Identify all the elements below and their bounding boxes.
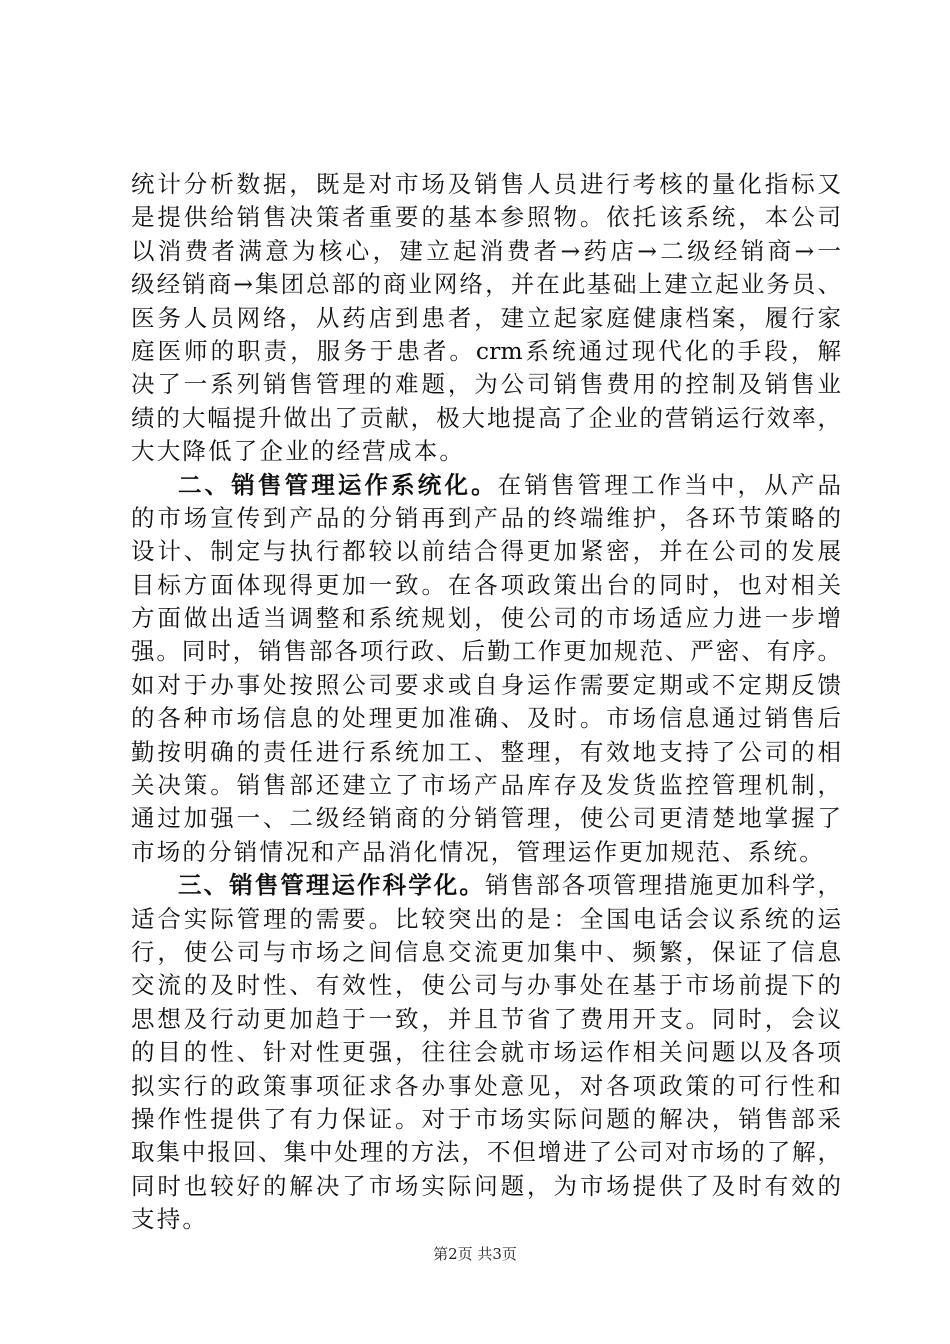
text-line: 交流的及时性、有效性，使公司与办事处在基于市场前提下的 <box>131 971 841 1000</box>
text-line: 庭医师的职责，服务于患者。crm系统通过现代化的手段，解 <box>131 336 841 365</box>
text-line: 是提供给销售决策者重要的基本参照物。依托该系统，本公司 <box>131 203 841 232</box>
text-line: 决了一系列销售管理的难题，为公司销售费用的控制及销售业 <box>131 370 841 399</box>
text-line: 通过加强一、二级经销商的分销管理，使公司更清楚地掌握了 <box>131 804 841 833</box>
text-line: 支持。 <box>131 1205 209 1234</box>
section-two-first-line <box>131 469 841 502</box>
text-line: 拟实行的政策事项征求各办事处意见，对各项政策的可行性和 <box>131 1071 841 1100</box>
text-line: 级经销商→集团总部的商业网络，并在此基础上建立起业务员、 <box>131 270 841 299</box>
text-line: 的目的性、针对性更强，往往会就市场运作相关问题以及各项 <box>131 1038 841 1067</box>
text-line: 强。同时，销售部各项行政、后勤工作更加规范、严密、有序。 <box>131 637 841 666</box>
text-line: 目标方面体现得更加一致。在各项政策出台的同时，也对相关 <box>131 570 841 599</box>
text-line: 设计、制定与执行都较以前结合得更加紧密，并在公司的发展 <box>131 537 841 566</box>
text-line: 关决策。销售部还建立了市场产品库存及发货监控管理机制， <box>131 771 841 800</box>
text-line: 市场的分销情况和产品消化情况，管理运作更加规范、系统。 <box>131 837 825 866</box>
body-text <box>131 168 841 1237</box>
text-line: 的市场宣传到产品的分销再到产品的终端维护，各环节策略的 <box>131 503 841 532</box>
text-line: 的各种市场信息的处理更加准确、及时。市场信息通过销售后 <box>131 704 841 733</box>
section-three-text: 销售部各项管理措施更加科学， <box>484 871 842 900</box>
text-line: 操作性提供了有力保证。对于市场实际问题的解决，销售部采 <box>131 1104 841 1133</box>
text-line: 统计分析数据，既是对市场及销售人员进行考核的量化指标又 <box>131 170 841 198</box>
section-three-first-line <box>131 869 841 902</box>
text-line: 取集中报回、集中处理的方法，不但增进了公司对市场的了解， <box>131 1138 841 1167</box>
page-number-footer: 第2页 共3页 <box>433 1245 517 1263</box>
section-two-text: 在销售管理工作当中，从产品 <box>497 470 841 499</box>
text-line: 勤按明确的责任进行系统加工、整理，有效地支持了公司的相 <box>131 737 841 766</box>
text-line: 同时也较好的解决了市场实际问题，为市场提供了及时有效的 <box>131 1171 841 1200</box>
text-line: 如对于办事处按照公司要求或自身运作需要定期或不定期反馈 <box>131 670 841 699</box>
text-line: 以消费者满意为核心，建立起消费者→药店→二级经销商→一 <box>131 236 841 265</box>
text-line: 绩的大幅提升做出了贡献，极大地提高了企业的营销运行效率， <box>131 403 841 432</box>
text-line: 行，使公司与市场之间信息交流更加集中、频繁，保证了信息 <box>131 937 841 966</box>
text-line: 思想及行动更加趋于一致，并且节省了费用开支。同时，会议 <box>131 1004 841 1033</box>
text-line: 医务人员网络，从药店到患者，建立起家庭健康档案，履行家 <box>131 303 841 332</box>
text-line: 方面做出适当调整和系统规划，使公司的市场适应力进一步增 <box>131 604 841 633</box>
section-three-heading: 三、销售管理运作科学化。 <box>178 871 485 900</box>
text-line: 适合实际管理的需要。比较突出的是：全国电话会议系统的运 <box>131 904 841 933</box>
text-line: 大大降低了企业的经营成本。 <box>131 437 466 466</box>
section-two-heading: 二、销售管理运作系统化。 <box>178 470 498 499</box>
